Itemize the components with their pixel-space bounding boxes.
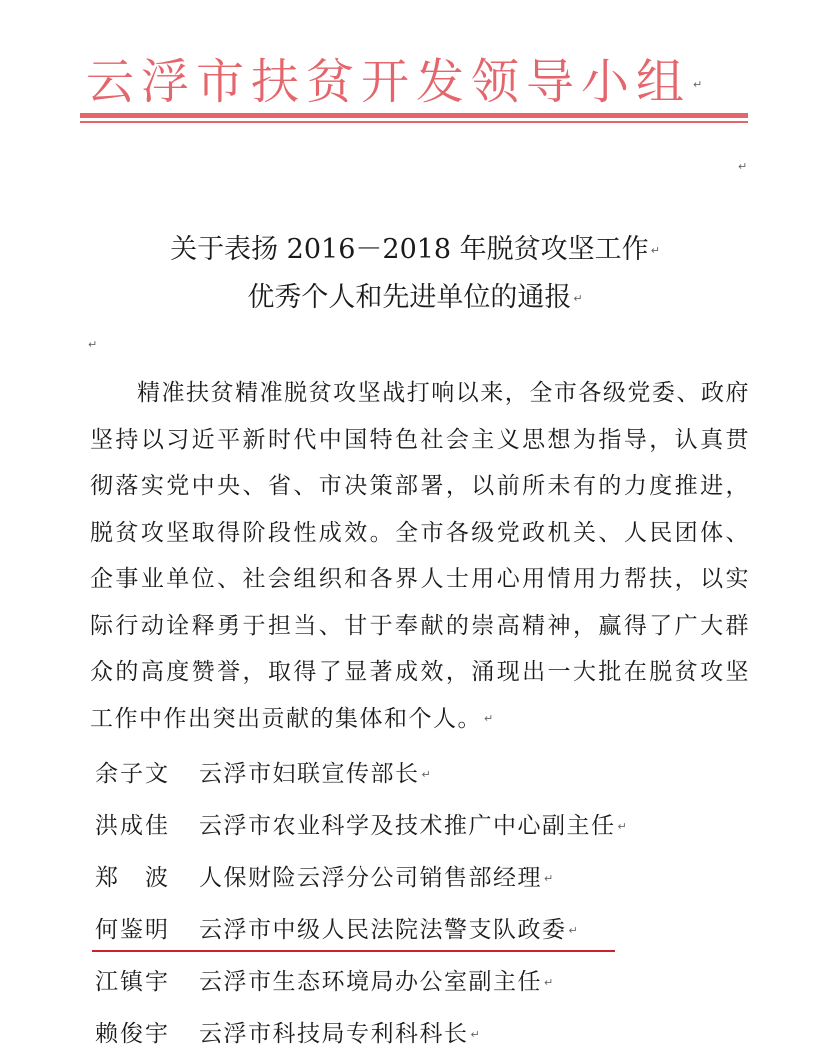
paragraph-mark-icon: ↵ [88,338,98,351]
body-paragraph-text: 精准扶贫精准脱贫攻坚战打响以来，全市各级党委、政府坚持以习近平新时代中国特色社会主义思想为指导，认真贯彻落实党中央、省、市决策部署，以前所未有的力度推进，脱贫攻坚取得阶段性成效。全市各级党政机关、人民团体、企事业单位、社会组织和各界人士用心用情用力帮扶，以实际行动诠释勇于担当、甘于奉献的崇高精神，赢得了广大群众的高度赞誉，取得了显著成效，涌现出一大批在脱贫攻坚工作中作出突出贡献的集体和个人。 [90,380,750,732]
paragraph-mark-icon: ↵ [738,160,748,173]
header-rule-thick [80,113,748,118]
honoree-position: 云浮市妇联宣传部长 [199,761,420,787]
honoree-name: 洪成佳 [95,813,170,839]
document-title-line-2 [90,278,740,319]
body-paragraph [90,370,750,743]
document-title-line-1 [90,230,740,271]
paragraph-mark-icon: ↵ [617,820,627,833]
red-underline-highlight [92,950,615,952]
honoree-row [95,748,735,800]
org-name-heading [86,52,736,115]
honoree-name: 何鉴明 [95,917,170,943]
honoree-name: 江镇宇 [95,969,170,995]
honoree-position: 人保财险云浮分公司销售部经理 [199,865,542,891]
paragraph-mark-icon: ↵ [693,78,710,91]
honoree-name: 余子文 [95,761,170,787]
honoree-position: 云浮市中级人民法院法警支队政委 [199,917,567,943]
honoree-position: 云浮市生态环境局办公室副主任 [199,969,542,995]
paragraph-mark-icon: ↵ [421,768,431,781]
honoree-name: 郑 波 [95,865,170,891]
org-name-text: 云浮市扶贫开发领导小组 [86,54,692,110]
title-line-2-text: 优秀个人和先进单位的通报 [247,282,572,313]
honoree-row [95,800,735,852]
title-line-1-text: 关于表扬 2016－2018 年脱贫攻坚工作 [170,234,649,265]
paragraph-mark-icon: ↵ [568,924,578,937]
paragraph-mark-icon: ↵ [573,291,583,305]
honoree-row [95,852,735,904]
honoree-name: 赖俊宇 [95,1021,170,1047]
honoree-list [95,748,735,1060]
paragraph-mark-icon: ↵ [544,976,554,989]
paragraph-mark-icon: ↵ [484,712,495,726]
paragraph-mark-icon: ↵ [650,243,660,257]
honoree-position: 云浮市农业科学及技术推广中心副主任 [199,813,616,839]
honoree-position: 云浮市科技局专利科科长 [199,1021,469,1047]
honoree-row [95,956,735,1008]
header-rule-thin [80,121,748,123]
paragraph-mark-icon: ↵ [470,1028,480,1041]
paragraph-mark-icon: ↵ [544,872,554,885]
honoree-row [95,1008,735,1060]
honoree-row-highlighted [95,904,735,956]
